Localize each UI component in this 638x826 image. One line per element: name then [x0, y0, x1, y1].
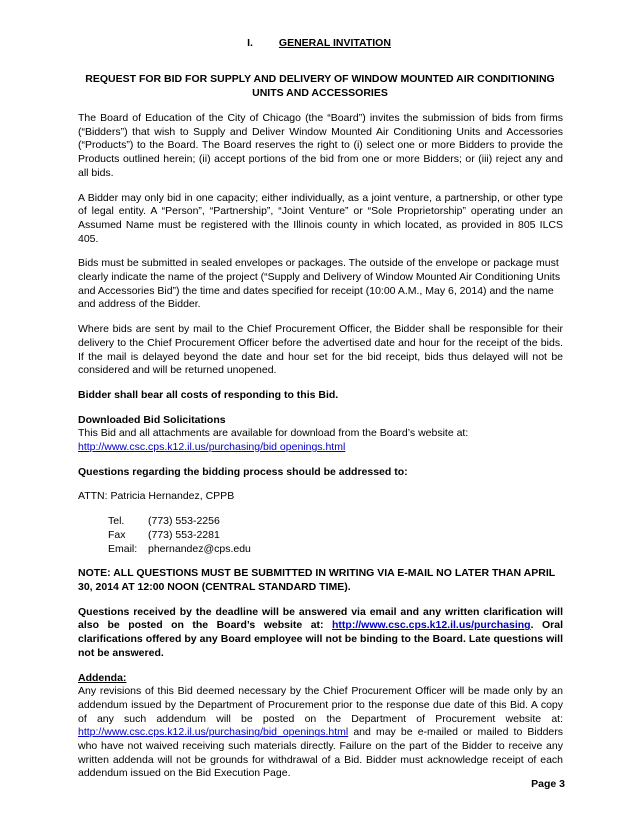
paragraph-invitation: The Board of Education of the City of Chicago (the “Board”) invites the submission of bids from firms (“Bidders”) that wish to Supply and Deliver Window Mounted Air Conditioning Units and Accessories (“Products”) to the Board. The Board reserves the right to (i) select one or more Bidders to provide the Products outlined herein; (ii) accept portions of the bid from one or more Bidders; or (iii) reject any and all bids. [78, 112, 563, 179]
purchasing-link[interactable]: http://www.csc.cps.k12.il.us/purchasing [332, 619, 531, 632]
contact-block [108, 515, 563, 556]
contact-label: Fax [108, 528, 126, 541]
addenda-heading: Addenda: [78, 671, 127, 684]
contact-label: Email: [108, 542, 138, 555]
deadline-note: NOTE: ALL QUESTIONS MUST BE SUBMITTED IN WRITING VIA E-MAIL NO LATER THAN APRIL 30, 2014 AT 12:00 NOON (CENTRAL STANDARD TIME). [78, 567, 555, 593]
document-subtitle: REQUEST FOR BID FOR SUPPLY AND DELIVERY OF WINDOW MOUNTED AIR CONDITIONING UNITS AND ACCESSORIES [85, 73, 555, 99]
downloaded-text: This Bid and all attachments are available for download from the Board’s website at: [78, 427, 469, 440]
document-body [78, 112, 563, 792]
contact-value: (773) 553-2281 [148, 528, 220, 541]
contact-value: (773) 553-2256 [148, 515, 220, 528]
bid-openings-link[interactable]: http://www.csc.cps.k12.il.us/purchasing/bid openings.html [78, 441, 346, 454]
addenda-section [78, 672, 563, 782]
questions-heading: Questions regarding the bidding process should be addressed to: [78, 465, 408, 478]
page-number: Page 3 [531, 778, 565, 790]
section-number: I. [247, 37, 253, 49]
answers-paragraph [78, 606, 563, 661]
paragraph-mail-delivery: Where bids are sent by mail to the Chief Procurement Officer, the Bidder shall be responsible for their delivery to the Chief Procurement Officer before the advertised date and hour for the receipt of the bids. If the mail is delayed beyond the date and hour set for the bid receipt, bids thus delayed will not be considered and will be returned unopened. [78, 323, 563, 377]
addenda-text-after: and may be e-mailed or mailed to Bidders who have not waived receiving such materials directly. Failure on the part of the Bidder to receive any written addenda will not be grounds for withdrawal of a Bid. Bidder must acknowledge receipt of each addendum issued on the Bid Execution Page. [78, 726, 563, 780]
downloaded-section [78, 414, 563, 455]
section-title: GENERAL INVITATION [278, 37, 391, 49]
addenda-text: Any revisions of this Bid deemed necessary by the Chief Procurement Officer will be made only by an addendum issued by the Department of Procurement prior to the response due date of this Bid. A copy of any such addendum will be posted on the Department of Procurement website at: [78, 685, 563, 725]
answers-text-after: . Oral clarifications offered by any Board employee will not be binding to the Board. Late questions will not be answered. [78, 619, 563, 659]
addenda-link[interactable]: http://www.csc.cps.k12.il.us/purchasing/bid_openings.html [78, 726, 349, 739]
paragraph-bidder-capacity: A Bidder may only bid in one capacity; either individually, as a joint venture, a partnership, or other type of legal entity. A “Person”, “Partnership”, “Joint Venture” or “Sole Proprietorship” operating under an Assumed Name must be registered with the Illinois county in which located, as provided in 805 ILCS 405. [78, 191, 563, 245]
contact-email[interactable]: phernandez@cps.edu [148, 542, 251, 555]
paragraph-sealed-bids: Bids must be submitted in sealed envelopes or packages. The outside of the envelope or package must clearly indicate the name of the project (“Supply and Delivery of Window Mounted Air Conditioning Units and Accessories Bid”) the time and dates specified for receipt (10:00 A.M., May 6, 2014) and the name and address of the Bidder. [78, 257, 561, 311]
paragraph-costs: Bidder shall bear all costs of responding to this Bid. [78, 388, 339, 401]
contact-row-tel [108, 515, 563, 529]
downloaded-heading: Downloaded Bid Solicitations [78, 413, 226, 426]
contact-row-fax [108, 529, 563, 543]
attn-line: ATTN: Patricia Hernandez, CPPB [78, 490, 235, 503]
contact-label: Tel. [108, 515, 125, 528]
answers-text: Questions received by the deadline will be answered via email and any written clarification will also be posted on the Board’s website at: [78, 605, 563, 632]
section-heading [0, 37, 638, 49]
contact-row-email [108, 543, 563, 557]
